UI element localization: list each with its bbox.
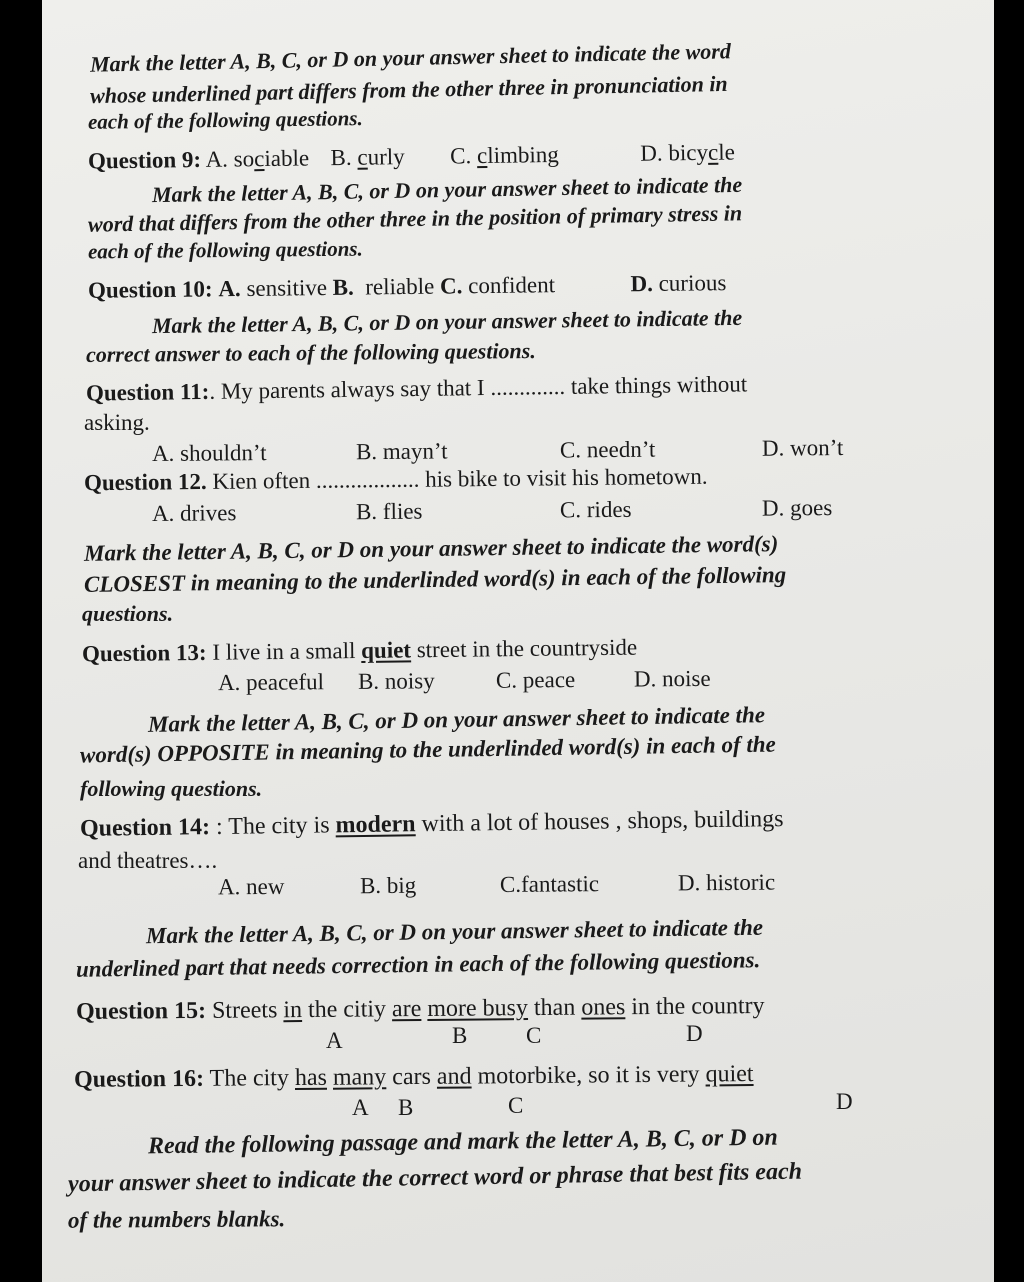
q11-option-d: D. won’t — [761, 434, 844, 461]
q15-part-d: ones — [581, 994, 626, 1021]
instruction-reading-line-1: Read the following passage and mark the letter A, B, C, or D on — [147, 1124, 778, 1160]
q12-option-a: A. drives — [151, 500, 237, 526]
q9-option-b: B. curly — [330, 144, 405, 171]
q15-label-a: A — [326, 1028, 343, 1053]
q16-part-c: and — [436, 1063, 472, 1090]
q15-label-d: D — [686, 1021, 703, 1046]
question-11-stem: . My parents always say that I ............. take things without — [209, 371, 748, 404]
question-15-label: Question 15: — [75, 997, 207, 1026]
instruction-closest-line-2: CLOSEST in meaning to the underlinded word(s) in each of the following — [83, 562, 787, 597]
question-16-label: Question 16: — [73, 1065, 205, 1093]
q13-option-d: D. noise — [633, 665, 711, 692]
q13-options — [218, 665, 711, 697]
question-12-label: Question 12. — [83, 468, 207, 496]
question-14: Question 14: : The city is modern with a lot of houses , shops, buildings — [79, 806, 784, 842]
q16-part-d: quiet — [705, 1061, 754, 1088]
question-13-label: Question 13: — [81, 639, 207, 667]
q15-part-a: in — [283, 997, 303, 1024]
instruction-correction-line-2: underlined part that needs correction in each of the following questions. — [75, 947, 761, 982]
q15-label-b: B — [452, 1023, 468, 1048]
instruction-closest-line-3: questions. — [82, 601, 174, 626]
q16-part-b: many — [332, 1064, 387, 1091]
instruction-reading-line-3: of the numbers blanks. — [67, 1206, 286, 1233]
q13-option-b: B. noisy — [357, 668, 435, 694]
q10-option-d: D. curious — [630, 270, 727, 297]
q13-option-a: A. peaceful — [217, 669, 325, 696]
question-9-label: Question 9: — [87, 146, 202, 174]
q12-option-b: B. flies — [355, 498, 423, 525]
instruction-opposite-line-1: Mark the letter A, B, C, or D on your answer sheet to indicate the — [147, 702, 766, 737]
q12-option-d: D. goes — [761, 495, 833, 521]
q12-options — [152, 494, 832, 528]
instruction-opposite-line-3: following questions. — [80, 776, 263, 801]
question-16: Question 16: The city has many cars and motorbike, so it is very quiet — [73, 1061, 754, 1093]
instruction-closest-line-1: Mark the letter A, B, C, or D on your answer sheet to indicate the word(s) — [83, 531, 779, 566]
q16-label-b: B — [398, 1095, 414, 1120]
instruction-stress-line-1: Mark the letter A, B, C, or D on your answer sheet to indicate the — [151, 171, 743, 208]
q12-option-c: C. rides — [559, 496, 632, 523]
instruction-pronunciation-line-3: each of the following questions. — [87, 106, 363, 134]
instruction-stress-line-3: each of the following questions. — [87, 236, 363, 264]
instruction-pronunciation-line-2: whose underlined part differs from the other three in pronunciation in — [89, 70, 728, 109]
q11-option-c: C. needn’t — [559, 436, 656, 463]
q15-label-c: C — [526, 1023, 542, 1048]
q14-underlined-word: modern — [335, 811, 416, 839]
question-12-stem: Kien often .................. his bike to visit his hometown. — [212, 463, 708, 494]
q14-option-b: B. big — [359, 872, 417, 899]
instruction-opposite-line-2: word(s) OPPOSITE in meaning to the underlinded word(s) in each of the — [79, 731, 776, 768]
question-15: Question 15: Streets in the citiy are more busy than ones in the country — [75, 992, 765, 1026]
q15-part-c: more busy — [427, 995, 529, 1022]
q13-underlined-word: quiet — [361, 637, 412, 663]
q10-option-a: A. sensitive — [218, 274, 328, 302]
instruction-stress-line-2: word that differs from the other three in the position of primary stress in — [87, 200, 743, 237]
q14-option-d: D. historic — [677, 869, 776, 896]
instruction-correction-line-1: Mark the letter A, B, C, or D on your answer sheet to indicate the — [145, 914, 764, 949]
q14-options — [218, 869, 775, 902]
q14-option-a: A. new — [217, 873, 285, 900]
instruction-correct-answer-line-2: correct answer to each of the following questions. — [85, 338, 536, 367]
question-14-label: Question 14: — [79, 814, 211, 842]
question-10-label: Question 10: — [87, 276, 213, 303]
q10-option-c: C. confident — [439, 272, 556, 299]
q16-label-c: C — [508, 1093, 524, 1118]
q10-option-b: B. reliable — [332, 273, 435, 300]
q13-option-c: C. peace — [495, 667, 576, 693]
q15-part-b: are — [391, 995, 422, 1023]
q9-option-c: C. climbing — [450, 141, 559, 169]
question-11-stem-continued: asking. — [84, 410, 150, 435]
instruction-reading-line-2: your answer sheet to indicate the correct word or phrase that best fits each — [67, 1158, 803, 1198]
instruction-correct-answer-line-1: Mark the letter A, B, C, or D on your answer sheet to indicate the — [151, 304, 743, 339]
q16-part-a: has — [294, 1064, 328, 1092]
q16-label-a: A — [352, 1095, 369, 1120]
q16-label-d: D — [836, 1089, 853, 1114]
instruction-pronunciation-line-1: Mark the letter A, B, C, or D on your answer sheet to indicate the word — [89, 38, 732, 77]
q9-option-d: D. bicycle — [640, 139, 735, 166]
q11-option-b: B. mayn’t — [355, 438, 448, 465]
q9-option-a: A. sociable — [205, 145, 310, 172]
question-14-stem-continued: and theatres…. — [78, 848, 218, 873]
q14-option-c: C.fantastic — [499, 871, 600, 897]
q11-option-a: A. shouldn’t — [151, 440, 267, 467]
question-11-label: Question 11: — [85, 378, 210, 406]
question-13: Question 13: I live in a small quiet street in the countryside — [81, 634, 638, 667]
